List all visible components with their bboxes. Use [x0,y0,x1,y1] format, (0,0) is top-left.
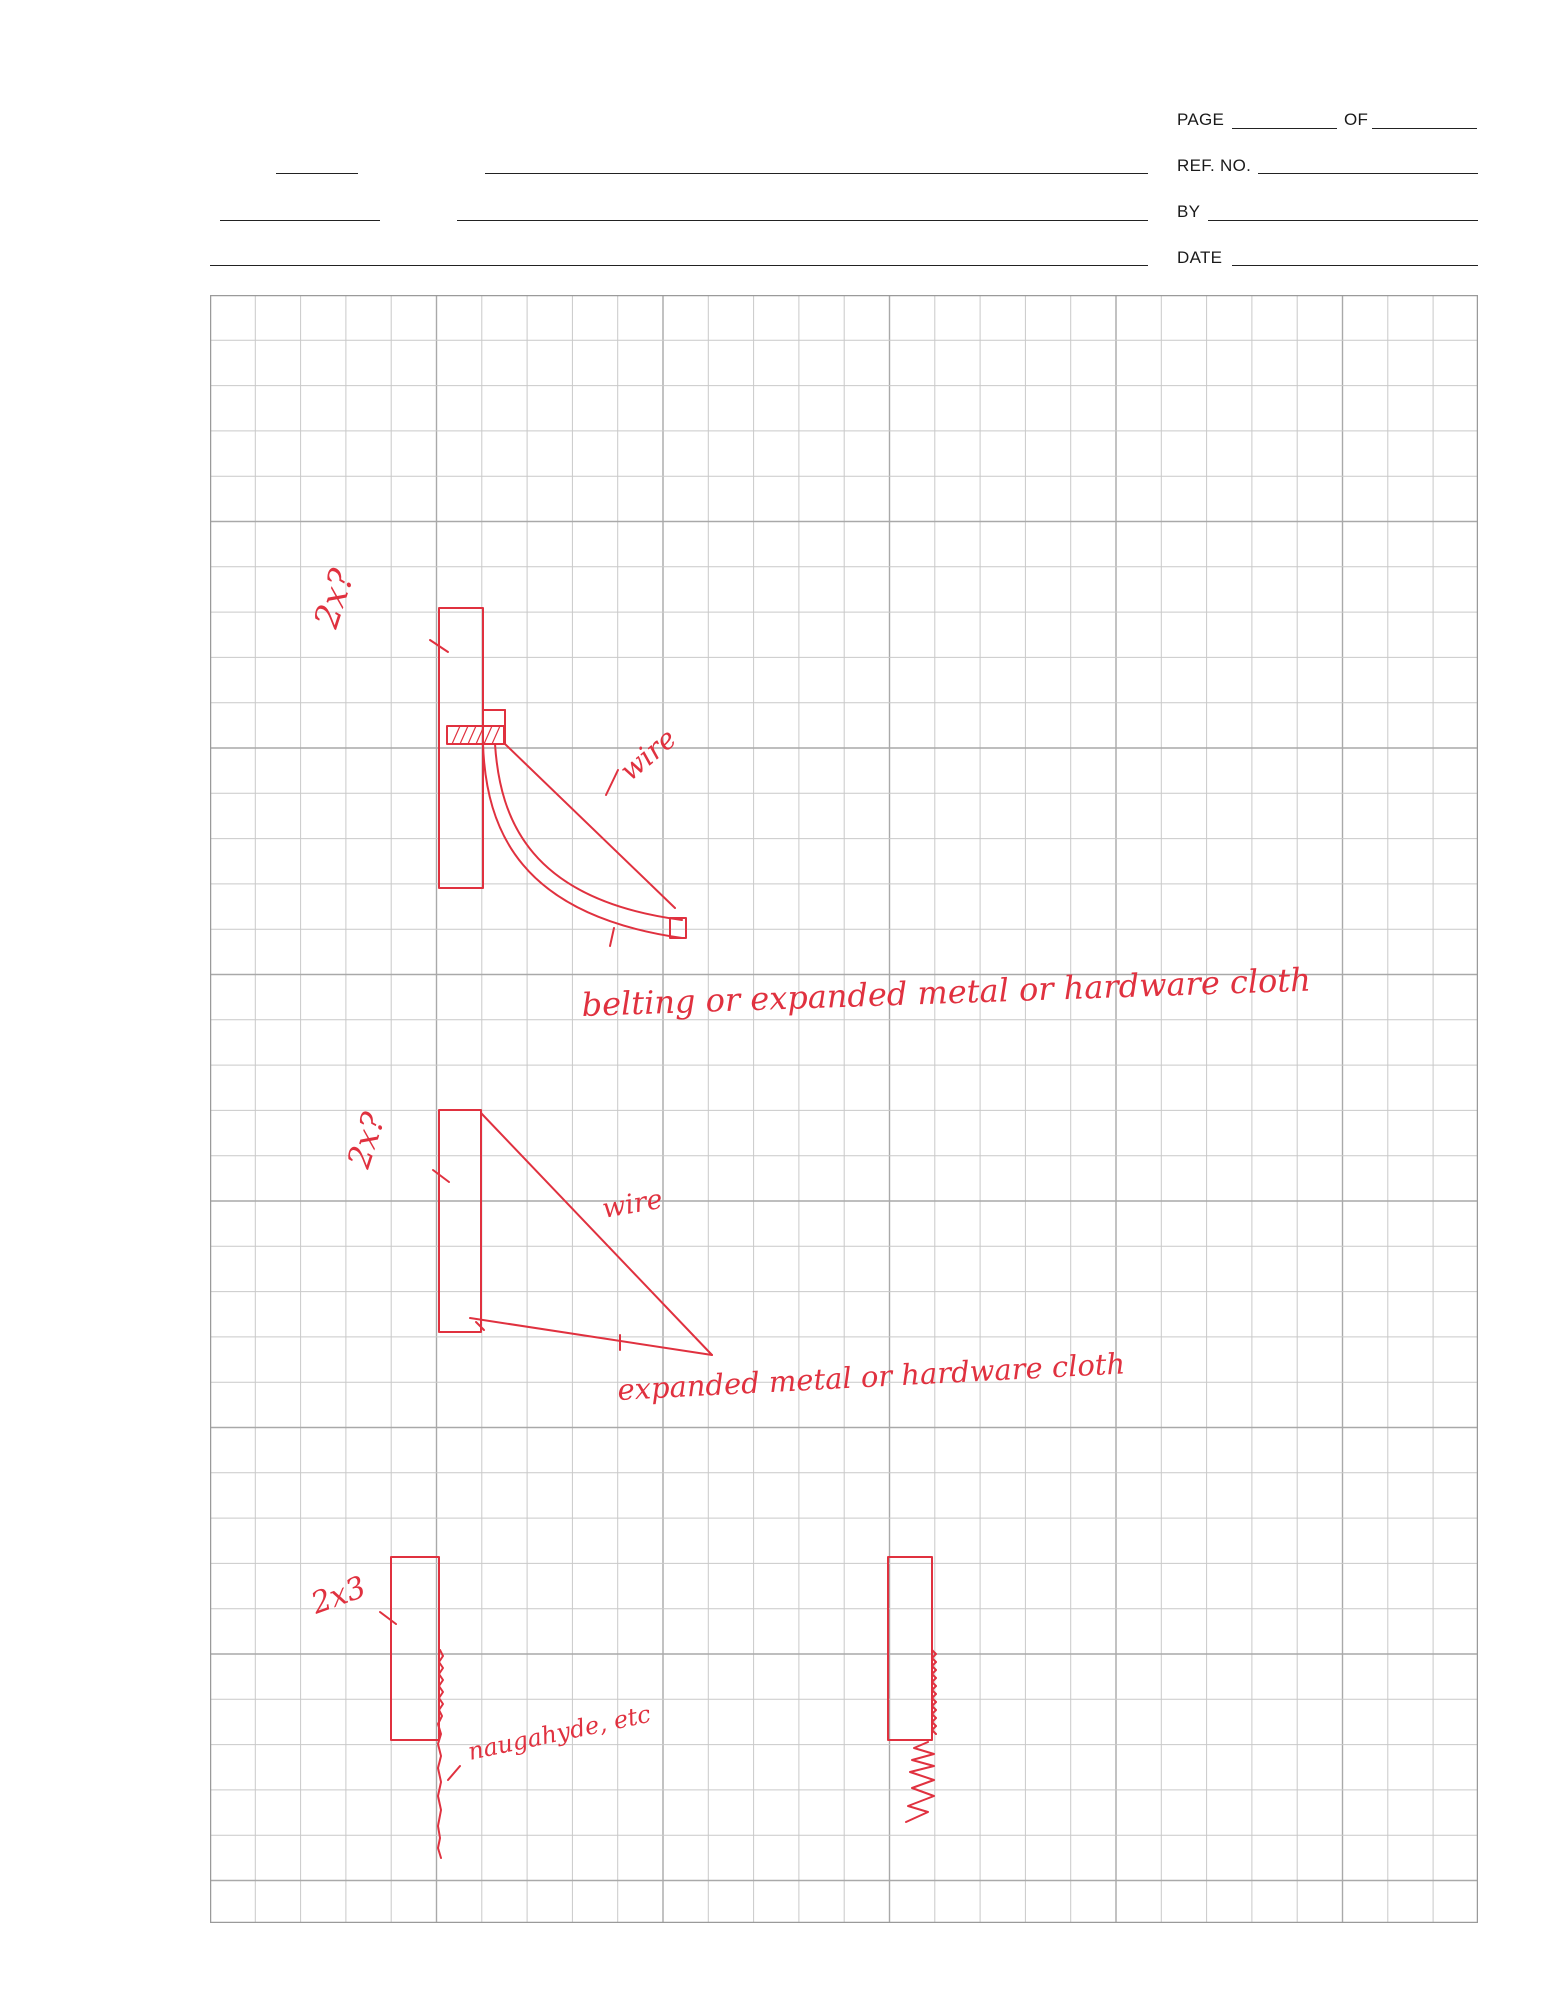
of-label: OF [1344,110,1369,129]
figure-2-board [439,1110,481,1332]
figure-3-material-label: naugahyde, etc [465,1699,654,1766]
figure-3-board [391,1557,439,1740]
figure-1-belt-leader [610,928,614,946]
figure-3-size-tick [380,1612,396,1624]
figure-3-leader [448,1766,460,1780]
figure-2-size-tick [433,1170,449,1182]
figure-1-size-note: 2x? [306,564,363,633]
date-label: DATE [1177,248,1223,267]
figure-1-wire-label: wire [613,721,683,788]
figure-1-block-hatch [452,726,500,744]
ref-no-label: REF. NO. [1177,156,1252,175]
figure-2-wire [481,1113,712,1355]
figure-2-wire-label: wire [599,1183,665,1225]
figure-3-left-pad [380,1557,460,1858]
figure-3-size-note: 2x3 [306,1569,371,1622]
figure-3-right-pad [888,1557,936,1822]
figure-3-right-board [888,1557,932,1740]
figure-3-right-fringe [906,1742,934,1822]
figure-1-belt-inner [483,744,682,938]
page-label: PAGE [1177,110,1225,129]
figure-2-material-label: expanded metal or hardware cloth [616,1346,1126,1407]
figure-1-bracket [430,608,686,946]
figure-2-bracket [433,1110,712,1355]
figure-1-material-label: belting or expanded metal or hardware cloth [580,960,1312,1024]
by-label: BY [1177,202,1201,221]
figure-2-size-note: 2x? [339,1107,393,1173]
figure-2-mesh [470,1318,712,1355]
figure-1-wire-leader [606,770,618,795]
